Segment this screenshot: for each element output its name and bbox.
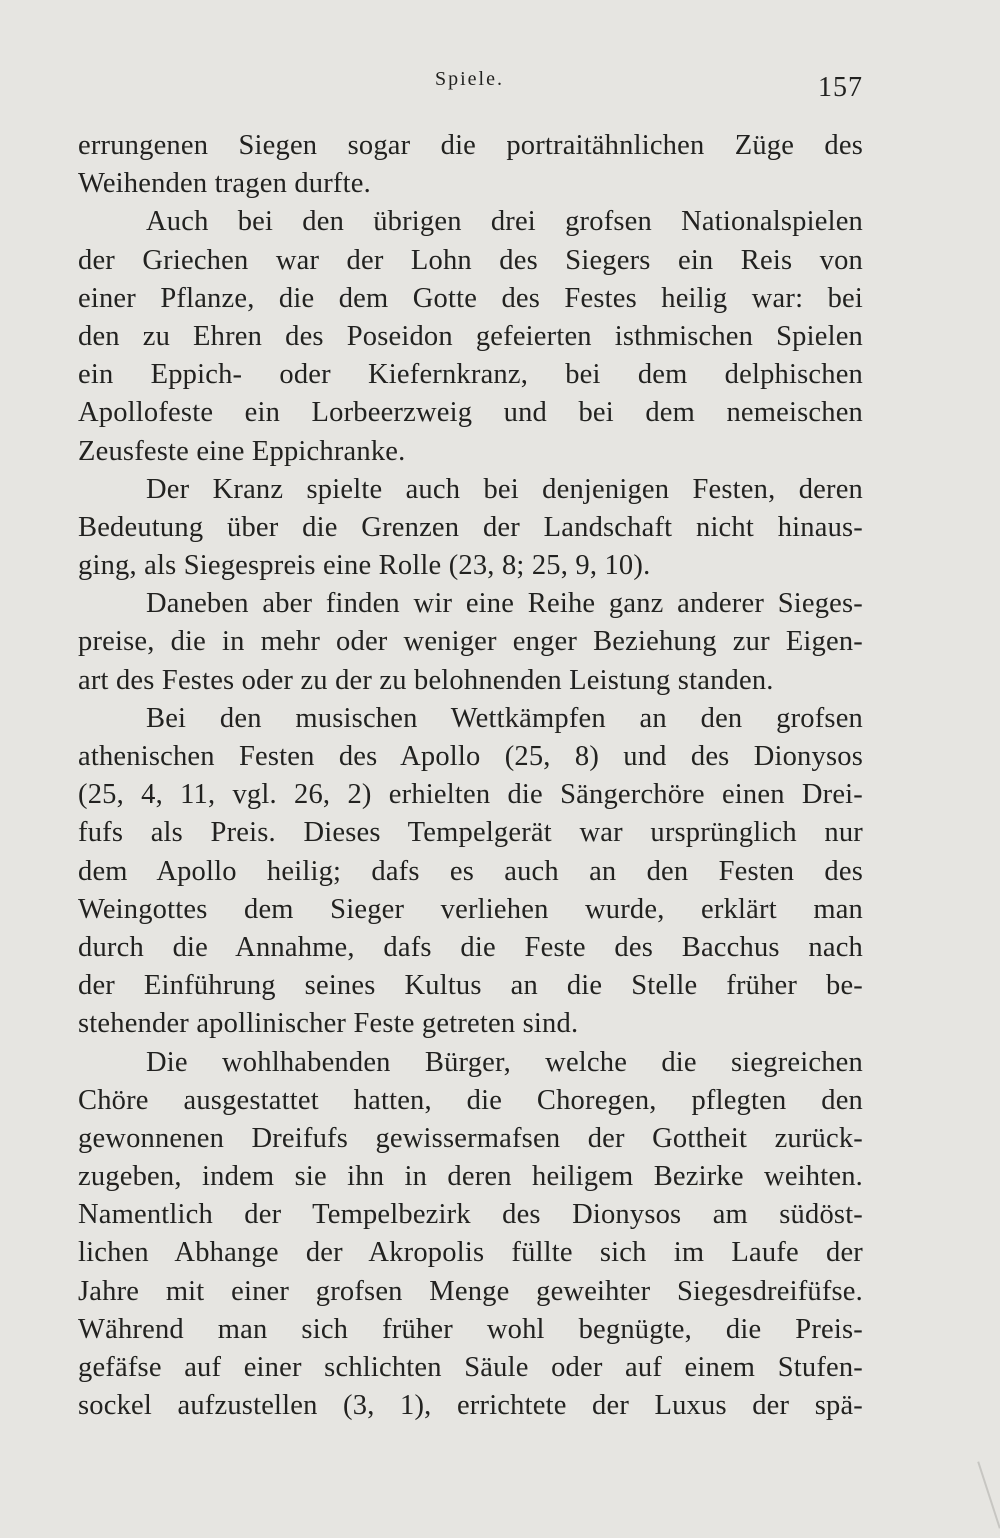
text-line: fufs als Preis. Dieses Tempelgerät war ursprünglich nur bbox=[78, 817, 863, 849]
text-line: errungenen Siegen sogar die portraitähnlichen Züge des bbox=[78, 130, 863, 161]
text-line: dem Apollo heilig; dafs es auch an den Festen des bbox=[78, 855, 863, 887]
text-line: Namentlich der Tempelbezirk des Dionysos am südöst- bbox=[78, 1199, 863, 1231]
text-line: Chöre ausgestattet hatten, die Choregen, pflegten den bbox=[78, 1084, 863, 1116]
text-line: Weingottes dem Sieger verliehen wurde, erklärt man bbox=[78, 893, 863, 925]
text-line: Bei den musischen Wettkämpfen an den grofsen bbox=[146, 702, 863, 734]
text-line: Der Kranz spielte auch bei denjenigen Festen, deren bbox=[146, 473, 863, 505]
text-line: Bedeutung über die Grenzen der Landschaft nicht hinaus- bbox=[78, 511, 863, 543]
text-line: Die wohlhabenden Bürger, welche die siegreichen bbox=[146, 1046, 863, 1078]
text-line: Zeusfeste eine Eppichranke. bbox=[78, 435, 406, 467]
running-title: Spiele. bbox=[435, 68, 504, 90]
running-head bbox=[0, 64, 1000, 103]
text-line: durch die Annahme, dafs die Feste des Bacchus nach bbox=[78, 931, 863, 963]
text-line: athenischen Festen des Apollo (25, 8) und des Dionysos bbox=[78, 741, 863, 772]
text-line: Jahre mit einer grofsen Menge geweihter Siegesdreifüfse. bbox=[78, 1275, 863, 1307]
text-line: lichen Abhange der Akropolis füllte sich im Laufe der bbox=[78, 1237, 863, 1269]
text-line: einer Pflanze, die dem Gotte des Festes heilig war: bei bbox=[78, 282, 863, 314]
text-line: ging, als Siegespreis eine Rolle (23, 8; 25, 9, 10). bbox=[78, 550, 651, 582]
text-line: der Griechen war der Lohn des Siegers ein Reis von bbox=[78, 244, 863, 276]
text-line: zugeben, indem sie ihn in deren heiligem Bezirke weihten. bbox=[78, 1161, 863, 1193]
text-line: Auch bei den übrigen drei grofsen Nationalspielen bbox=[146, 206, 863, 238]
page-number: 157 bbox=[818, 72, 863, 103]
text-line: (25, 4, 11, vgl. 26, 2) erhielten die Sängerchöre einen Drei- bbox=[78, 779, 863, 811]
text-line: gewonnenen Dreifufs gewissermafsen der Gottheit zurück- bbox=[78, 1122, 863, 1154]
text-line: Daneben aber finden wir eine Reihe ganz anderer Sieges- bbox=[146, 588, 863, 620]
page-edge-mark bbox=[977, 1461, 1000, 1528]
text-line: der Einführung seines Kultus an die Stelle früher be- bbox=[78, 970, 863, 1002]
text-line: preise, die in mehr oder weniger enger Beziehung zur Eigen- bbox=[78, 626, 863, 658]
text-line: den zu Ehren des Poseidon gefeierten isthmischen Spielen bbox=[78, 320, 863, 352]
text-line: ein Eppich- oder Kiefernkranz, bei dem delphischen bbox=[78, 359, 863, 391]
body-text bbox=[78, 127, 863, 1425]
text-line: art des Festes oder zu der zu belohnenden Leistung standen. bbox=[78, 664, 774, 696]
text-line: Während man sich früher wohl begnügte, die Preis- bbox=[78, 1313, 863, 1345]
text-line: gefäfse auf einer schlichten Säule oder auf einem Stufen- bbox=[78, 1352, 863, 1383]
text-line: stehender apollinischer Feste getreten sind. bbox=[78, 1008, 579, 1040]
text-line: sockel aufzustellen (3, 1), errichtete der Luxus der spä- bbox=[78, 1390, 863, 1422]
text-line: Weihenden tragen durfte. bbox=[78, 168, 371, 200]
text-line: Apollofeste ein Lorbeerzweig und bei dem nemeischen bbox=[78, 397, 863, 429]
